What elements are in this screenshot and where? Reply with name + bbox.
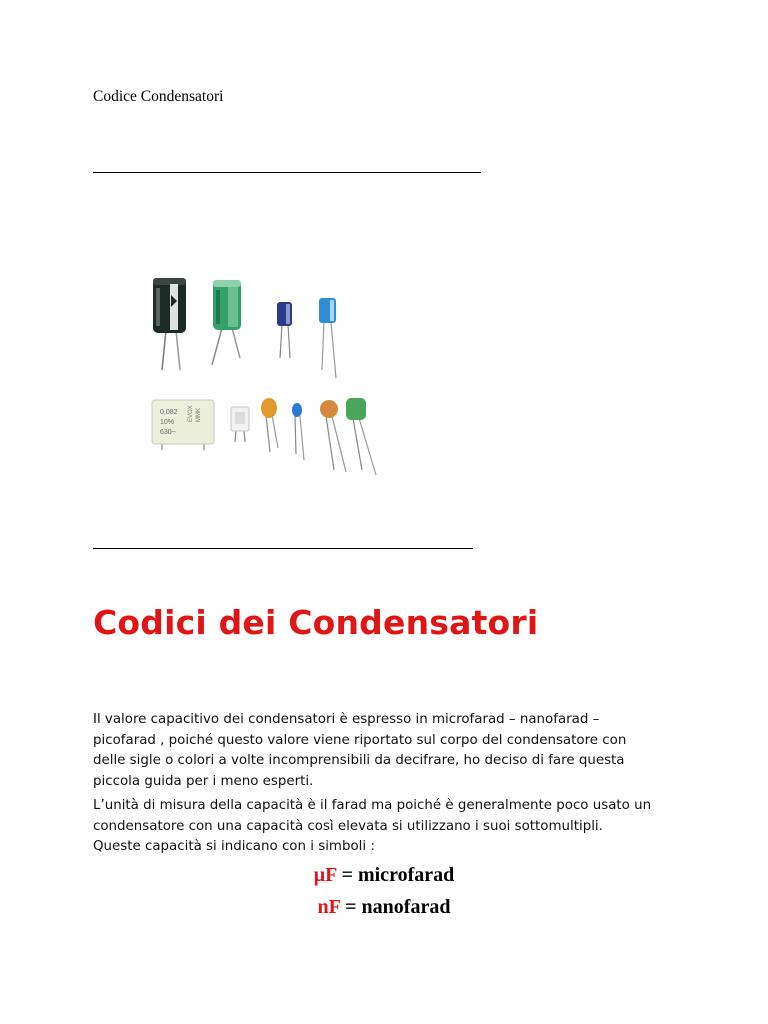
- polyester-capacitor-green: [346, 398, 376, 475]
- svg-text:0,082: 0,082: [160, 409, 178, 416]
- top-divider: [93, 172, 481, 173]
- unit-line-nanofarad: [0, 896, 768, 919]
- main-heading: Codici dei Condensatori: [93, 603, 539, 642]
- unit-symbol: nF: [317, 896, 341, 918]
- bottom-divider: [93, 548, 473, 549]
- svg-text:MMK: MMK: [196, 408, 202, 422]
- unit-separator: =: [336, 864, 358, 886]
- svg-text:EVOX: EVOX: [188, 405, 194, 422]
- electrolytic-capacitor-green: [212, 280, 241, 365]
- capacitors-photo: [140, 270, 400, 485]
- document-title: Codice Condensatori: [93, 88, 224, 105]
- paragraph-units: L’unità di misura della capacità è il farad ma poiché è generalmente poco usato un condensatore con una capacità così elevata si utilizzano i suoi sottomultipli. Queste capacità si indicano con i simboli :: [93, 798, 652, 854]
- svg-text:630~: 630~: [160, 429, 176, 436]
- tantalum-capacitor-blue: [292, 403, 304, 460]
- film-capacitor: [152, 400, 214, 450]
- tantalum-capacitor-orange: [261, 398, 278, 452]
- electrolytic-capacitor-black: [153, 278, 186, 370]
- svg-text:10%: 10%: [160, 419, 175, 426]
- paragraph-intro: Il valore capacitivo dei condensatori è espresso in microfarad – nanofarad – picofarad , poiché questo valore viene riportato sul corpo del condensatore con delle sigle o colori a volte incomprensibili da decifrare, ho deciso di fare questa piccola guida per i meno esperti.: [93, 712, 627, 789]
- electrolytic-capacitor-navy: [277, 302, 292, 358]
- electrolytic-capacitor-blue: [319, 298, 336, 378]
- small-box-capacitor: [231, 407, 249, 442]
- ceramic-disc-capacitor: [320, 400, 346, 472]
- unit-line-microfarad: [0, 864, 768, 887]
- unit-symbol: μF: [313, 864, 337, 886]
- unit-name: microfarad: [357, 864, 455, 886]
- unit-name: nanofarad: [361, 896, 451, 918]
- unit-separator: =: [340, 896, 362, 918]
